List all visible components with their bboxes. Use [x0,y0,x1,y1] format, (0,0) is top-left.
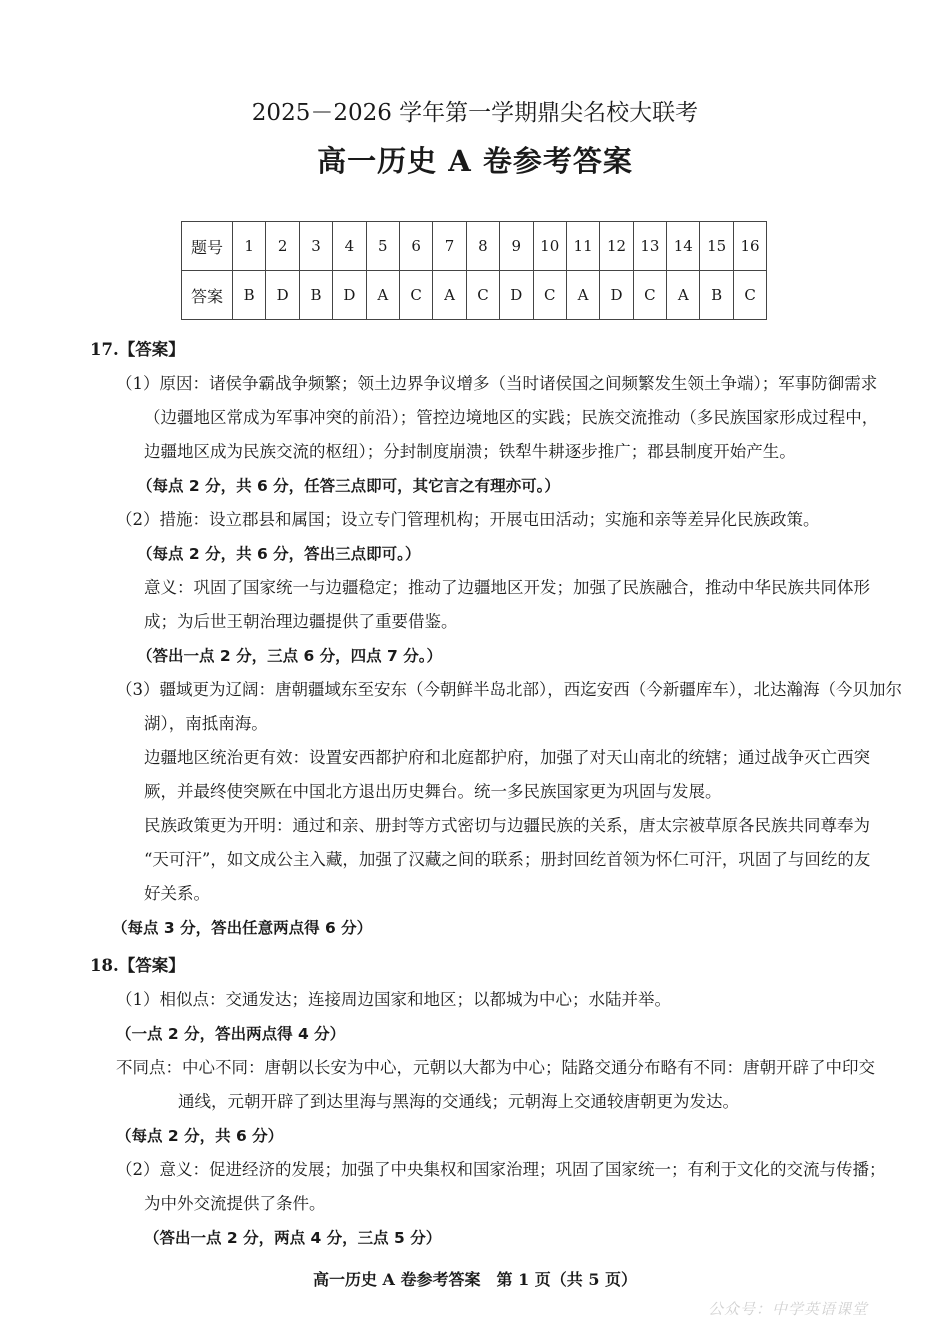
table-cell: A [366,271,399,320]
table-cell: 8 [466,222,499,271]
table-cell: C [466,271,499,320]
q17-scoring-note: （每点 2 分，共 6 分，任答三点即可，其它言之有理亦可。） [137,477,560,495]
table-cell: 2 [266,222,299,271]
q17-part3-line: 民族政策更为开明：通过和亲、册封等方式密切与边疆民族的关系，唐太宗被草原各民族共同尊奉为 [144,816,870,835]
table-cell: D [600,271,633,320]
table-cell: 14 [667,222,700,271]
table-cell: 1 [233,222,266,271]
q17-part3-line: “天可汗”，如文成公主入藏，加强了汉藏之间的联系；册封回纥首领为怀仁可汗，巩固了与回纥的友 [144,850,871,869]
table-cell: D [333,271,366,320]
table-cell: A [667,271,700,320]
q18-part1-differences-line: 通线，元朝开辟了到达里海与黑海的交通线；元朝海上交通较唐朝更为发达。 [178,1092,739,1111]
q17-part3-line: （3）疆域更为辽阔：唐朝疆域东至安东（今朝鲜半岛北部），西迄安西（今新疆库车），北达瀚海（今贝加尔 [116,680,902,699]
q17-part3-line: 边疆地区统治更有效：设置安西都护府和北庭都护府，加强了对天山南北的统辖；通过战争灭亡西突 [144,748,870,767]
q18-part1-similarities: （1）相似点：交通发达；连接周边国家和地区；以都城为中心；水陆并举。 [116,990,671,1009]
q17-part2-significance-line: 意义：巩固了国家统一与边疆稳定；推动了边疆地区开发；加强了民族融合，推动中华民族共同体形 [144,578,870,597]
page-footer: 高一历史 A 卷参考答案 第 1 页（共 5 页） [312,1270,638,1289]
q18-part2-line: 为中外交流提供了条件。 [144,1194,326,1213]
q18-part2-line: （2）意义：促进经济的发展；加强了中央集权和国家治理；巩固了国家统一；有利于文化的交流与传播； [116,1160,886,1179]
table-cell: D [266,271,299,320]
q17-part1-line: 边疆地区成为民族交流的枢纽）；分封制度崩溃；铁犁牛耕逐步推广；郡县制度开始产生。 [144,442,796,461]
table-cell: C [533,271,566,320]
table-cell: 16 [733,222,766,271]
table-cell: C [633,271,666,320]
table-cell: 11 [566,222,599,271]
q18-part1-differences-line: 不同点：中心不同：唐朝以长安为中心，元朝以大都为中心；陆路交通分布略有不同：唐朝开辟了中印交 [116,1058,875,1077]
q18-scoring-note: （一点 2 分，答出两点得 4 分） [116,1025,346,1043]
question-number-row [182,222,767,271]
table-cell: B [700,271,733,320]
table-cell: 12 [600,222,633,271]
q18-scoring-note: （每点 2 分，共 6 分） [116,1127,284,1145]
table-cell: 9 [500,222,533,271]
exam-title: 2025－2026 学年第一学期鼎尖名校大联考 [251,100,699,126]
q18-label: 18.【答案】 [90,956,185,975]
answer-row [182,271,767,320]
table-cell: A [433,271,466,320]
table-cell: A [566,271,599,320]
watermark: 公众号：中学英语课堂 [708,1300,869,1318]
table-cell: 5 [366,222,399,271]
q17-part1-line: （1）原因：诸侯争霸战争频繁；领土边界争议增多（当时诸侯国之间频繁发生领土争端）；军事防御需求 [116,374,878,393]
table-cell: 7 [433,222,466,271]
q17-scoring-note: （答出一点 2 分，三点 6 分，四点 7 分。） [137,647,442,665]
table-cell: 13 [633,222,666,271]
q17-part2-significance-line: 成；为后世王朝治理边疆提供了重要借鉴。 [144,612,458,631]
table-cell: C [399,271,432,320]
table-cell: 4 [333,222,366,271]
q17-scoring-note: （每点 2 分，共 6 分，答出三点即可。） [137,545,421,563]
table-cell: 15 [700,222,733,271]
answer-table [181,221,767,320]
q17-label: 17.【答案】 [90,340,185,359]
table-cell: 10 [533,222,566,271]
q17-part3-line: 厥，并最终使突厥在中国北方退出历史舞台。统一多民族国家更为巩固与发展。 [144,782,722,801]
q17-scoring-note: （每点 3 分，答出任意两点得 6 分） [112,919,373,937]
q18-scoring-note: （答出一点 2 分，两点 4 分，三点 5 分） [144,1229,442,1247]
q17-part2-measures: （2）措施：设立郡县和属国；设立专门管理机构；开展屯田活动；实施和亲等差异化民族政策。 [116,510,820,529]
table-cell: C [733,271,766,320]
table-cell: B [233,271,266,320]
answer-key-title: 高一历史 A 卷参考答案 [317,144,633,178]
q17-part3-line: 好关系。 [144,884,210,903]
table-cell: B [299,271,332,320]
table-cell: 3 [299,222,332,271]
q17-part3-line: 湖），南抵南海。 [144,714,268,733]
q17-part1-line: （边疆地区常成为军事冲突的前沿）；管控边境地区的实践；民族交流推动（多民族国家形成过程中， [144,408,879,427]
table-cell: 6 [399,222,432,271]
row-label-answer: 答案 [182,271,233,320]
row-label-number: 题号 [182,222,233,271]
table-cell: D [500,271,533,320]
